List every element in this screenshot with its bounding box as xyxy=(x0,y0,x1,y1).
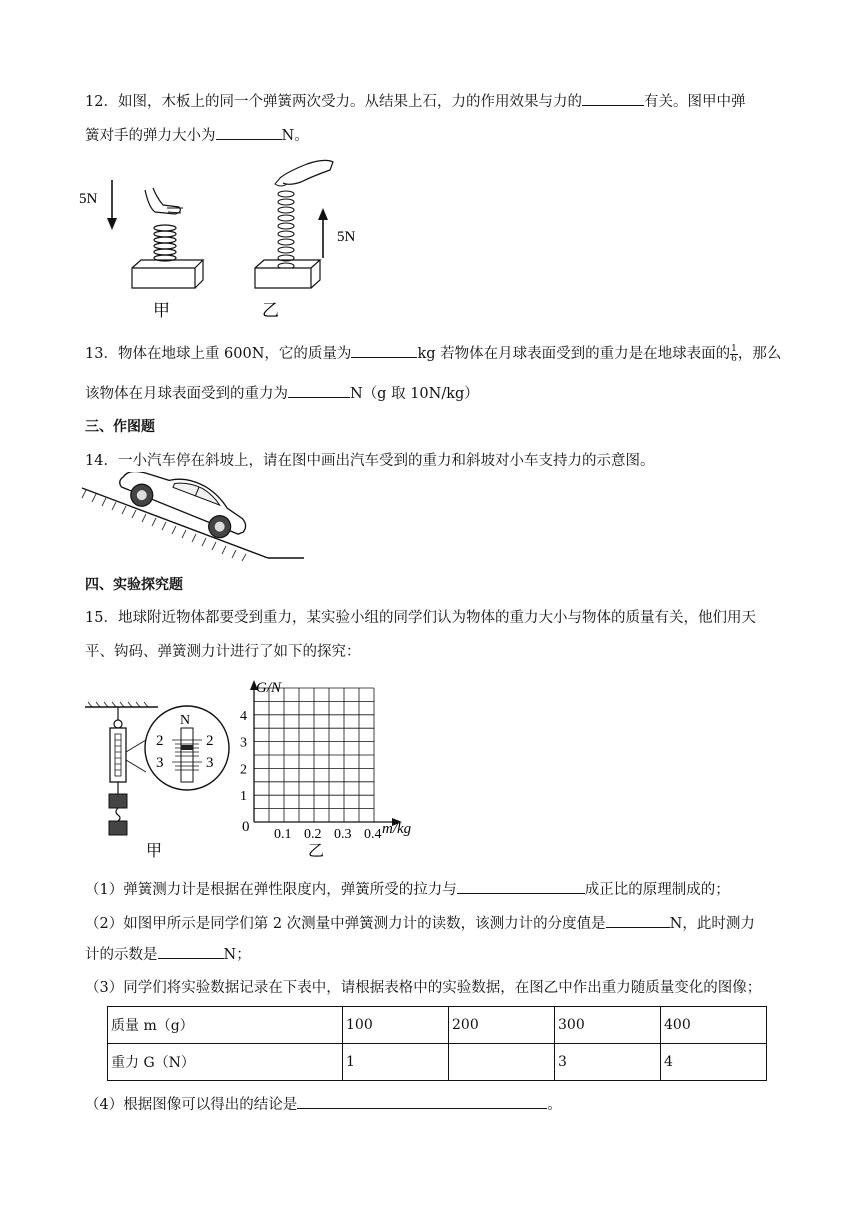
q12-line-1: 12．如图，木板上的同一个弹簧两次受力。从结果上石，力的作用效果与力的 有关。图甲中弹 xyxy=(85,91,745,112)
chart-grid xyxy=(254,688,374,822)
table-cell[interactable] xyxy=(449,1044,555,1081)
answer-blank[interactable] xyxy=(297,1094,547,1109)
q14-text: 14．一小汽车停在斜坡上，请在图中画出汽车受到的重力和斜坡对小车支持力的示意图。 xyxy=(85,453,655,469)
table-cell: 1 xyxy=(343,1044,449,1081)
scale-tick-3-left: 3 xyxy=(156,755,164,771)
spring-scale-figure xyxy=(80,700,240,860)
table-cell: 100 xyxy=(343,1007,449,1044)
data-table xyxy=(107,1006,767,1081)
fig-label-jia: 甲 xyxy=(146,841,163,860)
table-row xyxy=(108,1007,767,1044)
q15-part-3: （3）同学们将实验数据记录在下表中，请根据表格中的实验数据，在图乙中作出重力随质量变化的图像； xyxy=(85,980,762,996)
answer-blank[interactable] xyxy=(288,383,350,398)
q15-part-4: （4）根据图像可以得出的结论是 。 xyxy=(85,1094,562,1115)
x-tick-label: 0.3 xyxy=(334,827,352,842)
table-cell: 3 xyxy=(555,1044,661,1081)
table-cell: 200 xyxy=(449,1007,555,1044)
chart-axes xyxy=(250,680,402,826)
q15-line-1: 15．地球附近物体都要受到重力，某实验小组的同学们认为物体的重力大小与物体的质量有关，他们用天 xyxy=(85,610,756,626)
force-label-right: 5N xyxy=(337,229,356,245)
table-cell: 质量 m（g） xyxy=(108,1007,343,1044)
x-tick-label: 0.2 xyxy=(304,827,322,842)
answer-blank[interactable] xyxy=(351,343,417,358)
scale-tick-2-right: 2 xyxy=(206,733,214,749)
chart-caption: 乙 xyxy=(308,841,325,860)
chart-y-label: G/N xyxy=(256,680,282,696)
section-heading-3: 三、作图题 xyxy=(85,419,155,435)
scale-unit-label: N xyxy=(180,713,191,728)
force-label-left: 5N xyxy=(79,191,98,207)
y-tick-label: 4 xyxy=(240,708,247,724)
table-cell: 重力 G（N） xyxy=(108,1044,343,1081)
table-cell: 4 xyxy=(661,1044,767,1081)
answer-blank[interactable] xyxy=(216,125,282,140)
answer-blank[interactable] xyxy=(582,91,644,106)
chart-x-label: m/kg xyxy=(382,821,412,837)
table-cell: 400 xyxy=(661,1007,767,1044)
q12-line-2: 簧对手的弹力大小为 N。 xyxy=(85,125,309,146)
q15-part-2-line-1: （2）如图甲所示是同学们第 2 次测量中弹簧测力计的读数，该测力计的分度值是 N，此时测力 xyxy=(85,913,755,934)
fig-label-left: 甲 xyxy=(153,301,170,321)
answer-blank[interactable] xyxy=(457,879,585,894)
scale-tick-2-left: 2 xyxy=(156,733,164,749)
table-cell: 300 xyxy=(555,1007,661,1044)
answer-blank[interactable] xyxy=(158,944,224,959)
x-tick-label: 0.1 xyxy=(274,827,292,842)
table-row xyxy=(108,1044,767,1081)
gravity-mass-chart xyxy=(232,676,432,860)
q15-part-1: （1）弹簧测力计是根据在弹性限度内，弹簧所受的拉力与 成正比的原理制成的； xyxy=(85,879,730,900)
fig-label-right: 乙 xyxy=(262,301,279,321)
section-heading-4: 四、实验探究题 xyxy=(85,577,183,593)
q15-line-2: 平、钩码、弹簧测力计进行了如下的探究： xyxy=(85,644,361,660)
chart-origin-label: 0 xyxy=(242,819,250,835)
answer-blank[interactable] xyxy=(606,913,670,928)
y-tick-label: 3 xyxy=(240,735,247,751)
q15-part-2-line-2: 计的示数是 N； xyxy=(85,944,251,965)
scale-tick-3-right: 3 xyxy=(206,755,214,771)
q13-line-2: 该物体在月球表面受到的重力为 N（g 取 10N/kg） xyxy=(85,383,479,404)
x-tick-label: 0.4 xyxy=(364,827,382,842)
q13-line-1: 13．物体在地球上重 600N，它的质量为 kg 若物体在月球表面受到的重力是在地球表面的 $\frac{1}{6}$ ，那么 xyxy=(85,343,782,364)
spring-figure xyxy=(75,150,395,325)
car-on-slope-figure xyxy=(80,472,310,562)
y-tick-label: 1 xyxy=(240,789,247,805)
fraction-one-sixth: $\frac{1}{6}$ xyxy=(731,343,737,364)
y-tick-label: 2 xyxy=(240,762,247,778)
